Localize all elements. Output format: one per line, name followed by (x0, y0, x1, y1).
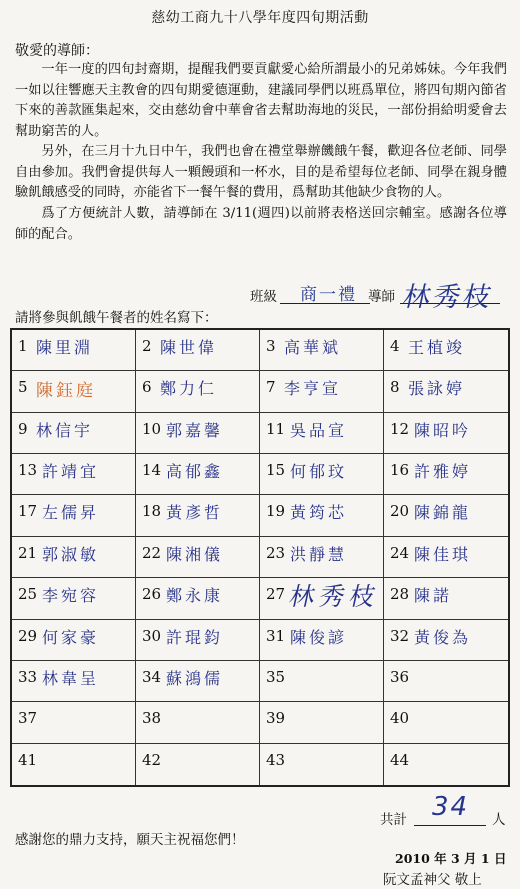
roster-name: 何家豪 (42, 627, 100, 647)
roster-cell (384, 330, 508, 371)
roster-number: 16 (390, 461, 410, 480)
roster-name: 王植竣 (408, 338, 466, 357)
page-title: 慈幼工商九十八學年度四旬期活動 (151, 10, 369, 26)
roster-number: 32 (390, 626, 410, 645)
roster-name: 陳湘儀 (166, 544, 224, 564)
roster-number: 13 (18, 461, 38, 480)
roster-number: 2 (142, 337, 152, 355)
roster-number: 33 (18, 667, 38, 686)
roster-number: 15 (266, 461, 286, 480)
roster-cell (384, 702, 508, 743)
roster-name: 陳錦龍 (414, 503, 472, 523)
roster-name: 林韋呈 (42, 668, 100, 688)
participant-table (10, 328, 510, 787)
roster-number: 25 (18, 585, 38, 604)
date-text: 2010 年 3 月 1 日 (395, 851, 507, 866)
roster-cell (384, 371, 508, 412)
roster-cell (12, 495, 136, 536)
paragraph-3: 爲了方便統計人數，請導師在 3/11(週四)以前將表格送回宗輔室。感謝各位導師的配合。 (15, 206, 507, 242)
roster-number: 14 (142, 461, 162, 480)
roster-number: 18 (142, 502, 162, 521)
roster-number: 27 (266, 585, 286, 604)
roster-number: 34 (142, 667, 162, 686)
roster-cell (12, 537, 136, 578)
roster-name: 張詠婷 (408, 379, 466, 399)
roster-name: 林秀枝 (286, 582, 383, 612)
thanks-text: 感謝您的鼎力支持，願天主祝福您們！ (15, 832, 245, 848)
roster-number: 20 (390, 502, 410, 521)
roster-number: 22 (142, 543, 162, 562)
roster-name: 許琨鈞 (166, 627, 224, 647)
roster-number: 31 (266, 626, 286, 645)
roster-cell (12, 744, 136, 785)
roster-cell (384, 661, 508, 702)
roster-number: 37 (18, 709, 38, 728)
roster-number: 23 (266, 543, 286, 562)
roster-cell (136, 454, 260, 495)
roster-number: 7 (266, 378, 276, 397)
total-handwritten: 34 (432, 792, 470, 822)
instruction-text: 請將參與飢餓午餐者的姓名寫下： (15, 310, 218, 326)
roster-cell (12, 413, 136, 454)
roster-name: 黃筠芯 (290, 503, 348, 523)
roster-cell (260, 371, 384, 412)
roster-name: 林信宇 (36, 420, 94, 440)
roster-cell (136, 578, 260, 619)
roster-name: 陳諾 (414, 586, 453, 606)
roster-name: 黃彥哲 (166, 503, 224, 523)
roster-cell (384, 537, 508, 578)
roster-name: 蘇鴻儒 (166, 668, 224, 688)
salutation: 敬愛的導師： (15, 43, 99, 59)
roster-name: 鄭永康 (166, 586, 224, 606)
roster-cell (384, 495, 508, 536)
roster-name: 郭淑敏 (42, 544, 100, 564)
roster-cell (260, 744, 384, 785)
roster-cell (260, 495, 384, 536)
paragraph-1: 一年一度的四旬封齋期，提醒我們要貢獻愛心給所謂最小的兄弟姊妹。今年我們一如以往響應天主教會的四旬期愛德運動，建議同學們以班爲單位，將四旬期內節省下來的善款匯集起來，交由慈幼會中華會省去幫助海地的災民，一部份捐給明愛會去幫助窮苦的人。 (15, 62, 507, 139)
roster-number: 40 (390, 709, 410, 728)
roster-name: 何郁玟 (290, 462, 348, 482)
roster-number: 9 (18, 419, 28, 438)
roster-cell (12, 702, 136, 743)
total-label: 共計 (380, 812, 407, 828)
roster-number: 1 (18, 337, 28, 355)
roster-name: 李宛容 (42, 586, 100, 606)
roster-number: 28 (390, 585, 410, 604)
roster-cell (136, 620, 260, 661)
roster-number: 21 (18, 543, 38, 562)
roster-name: 左儒昇 (42, 503, 100, 523)
roster-cell (136, 661, 260, 702)
roster-number: 42 (142, 750, 162, 769)
roster-name: 陳鈺庭 (36, 381, 96, 402)
roster-name: 許雅婷 (414, 462, 472, 482)
roster-cell (136, 413, 260, 454)
roster-cell (260, 661, 384, 702)
roster-number: 24 (390, 543, 410, 562)
total-underline (414, 825, 486, 826)
roster-cell (12, 620, 136, 661)
paragraph-2: 另外，在三月十九日中午，我們也會在禮堂舉辦饑餓午餐，歡迎各位老師、同學自由參加。我們會提供每人一顆饅頭和一杯水，目的是希望每位老師、同學在親身體驗飢餓感受的同時，亦能省下一餐午餐的費用，爲幫助其他缺少食物的人。 (15, 144, 507, 200)
roster-cell (384, 578, 508, 619)
roster-number: 35 (266, 667, 286, 686)
roster-cell (260, 702, 384, 743)
roster-number: 36 (390, 667, 410, 686)
roster-name: 郭嘉馨 (166, 420, 224, 440)
teacher-handwritten: 林秀枝 (400, 282, 497, 313)
roster-name: 陳昭吟 (414, 420, 472, 440)
roster-number: 6 (142, 378, 152, 397)
roster-cell (260, 620, 384, 661)
roster-cell (136, 371, 260, 412)
roster-name: 高郁鑫 (166, 462, 224, 482)
roster-number: 29 (18, 626, 38, 645)
roster-number: 44 (390, 750, 410, 769)
roster-number: 41 (18, 750, 38, 769)
roster-number: 5 (18, 378, 28, 397)
signature-text: 阮文孟神父 敬上 (383, 872, 482, 888)
roster-cell (384, 620, 508, 661)
roster-number: 11 (266, 419, 286, 438)
roster-number: 8 (390, 378, 400, 397)
roster-number: 3 (266, 337, 276, 355)
roster-name: 洪靜慧 (290, 544, 348, 564)
roster-name: 鄭力仁 (160, 379, 218, 399)
roster-cell (260, 537, 384, 578)
roster-number: 30 (142, 626, 162, 645)
roster-name: 李亨宣 (284, 379, 342, 399)
roster-cell (384, 413, 508, 454)
roster-cell (136, 330, 260, 371)
roster-name: 陳里淵 (36, 338, 94, 357)
roster-cell (12, 454, 136, 495)
roster-cell (12, 578, 136, 619)
roster-cell (12, 330, 136, 371)
roster-cell (136, 702, 260, 743)
roster-cell (136, 495, 260, 536)
roster-cell (260, 413, 384, 454)
roster-cell (136, 744, 260, 785)
roster-number: 10 (142, 419, 162, 438)
roster-cell (12, 371, 136, 412)
class-label: 班級 (250, 289, 277, 305)
roster-cell (384, 454, 508, 495)
roster-cell (12, 661, 136, 702)
roster-name: 陳俊諺 (290, 627, 348, 647)
roster-cell (260, 578, 384, 619)
teacher-label: 導師 (368, 289, 395, 305)
roster-cell (136, 537, 260, 578)
roster-number: 19 (266, 502, 286, 521)
roster-number: 4 (390, 337, 400, 355)
roster-name: 高華斌 (284, 338, 342, 357)
roster-number: 26 (142, 585, 162, 604)
roster-number: 17 (18, 502, 38, 521)
class-handwritten: 商一禮 (300, 285, 357, 305)
roster-name: 陳佳琪 (414, 544, 472, 564)
roster-name: 黃俊為 (414, 627, 472, 647)
roster-number: 12 (390, 419, 410, 438)
roster-name: 陳世偉 (160, 338, 218, 357)
roster-name: 吳品宣 (290, 420, 348, 440)
roster-cell (260, 454, 384, 495)
total-unit: 人 (492, 812, 506, 828)
roster-cell (260, 330, 384, 371)
roster-name: 許靖宜 (42, 462, 100, 482)
roster-number: 38 (142, 709, 162, 728)
roster-cell (384, 744, 508, 785)
roster-number: 39 (266, 709, 286, 728)
roster-number: 43 (266, 750, 286, 769)
